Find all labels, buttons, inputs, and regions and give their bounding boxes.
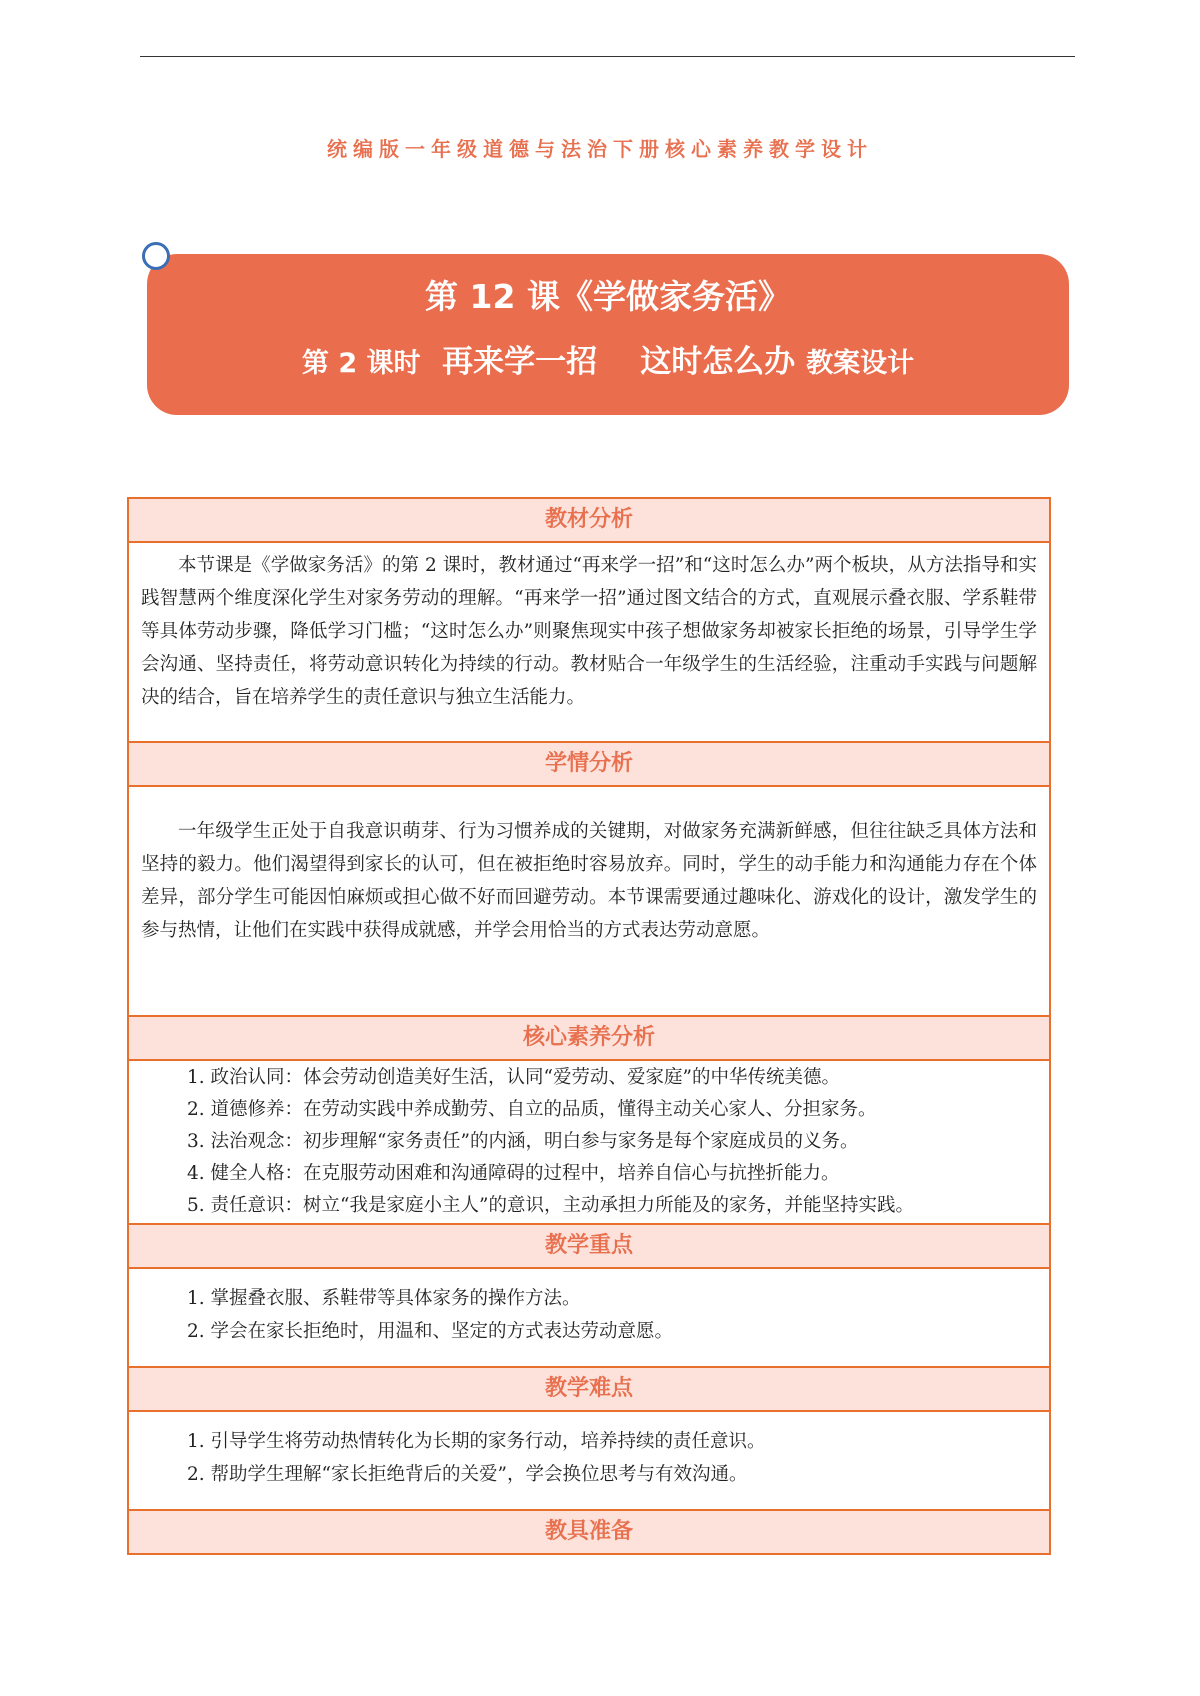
list-item: 4. 健全人格：在克服劳动困难和沟通障碍的过程中，培养自信心与抗挫折能力。 (187, 1163, 840, 1184)
difficulties-body (129, 1412, 1049, 1511)
student-analysis-heading: 学情分析 (129, 743, 1049, 787)
difficulties-list (141, 1425, 1037, 1491)
list-item: 5. 责任意识：树立“我是家庭小主人”的意识，主动承担力所能及的家务，并能坚持实践。 (187, 1195, 914, 1216)
banner-dot-icon (142, 242, 170, 270)
key-points-body (129, 1269, 1049, 1368)
list-item: 3. 法治观念：初步理解“家务责任”的内涵，明白参与家务是每个家庭成员的义务。 (187, 1131, 859, 1152)
lesson-title: 第 12 课《学做家务活》 (425, 277, 791, 316)
textbook-analysis-body (129, 543, 1049, 743)
series-title: 统编版一年级道德与法治下册核心素养教学设计 (327, 137, 873, 161)
lesson-plan-label: 教案设计 (806, 348, 915, 379)
textbook-analysis-heading: 教材分析 (129, 499, 1049, 543)
lesson-subtitle (147, 342, 1069, 384)
list-item: 2. 学会在家长拒绝时，用温和、坚定的方式表达劳动意愿。 (187, 1321, 674, 1342)
lesson-period: 第 2 课时 (301, 348, 421, 379)
difficulties-heading: 教学难点 (129, 1368, 1049, 1412)
list-item: 2. 道德修养：在劳动实践中养成勤劳、自立的品质，懂得主动关心家人、分担家务。 (187, 1099, 877, 1120)
materials-heading: 教具准备 (129, 1511, 1049, 1553)
core-literacy-body (129, 1061, 1049, 1225)
key-points-list (141, 1282, 1037, 1348)
list-item: 1. 引导学生将劳动热情转化为长期的家务行动，培养持续的责任意识。 (187, 1431, 766, 1452)
list-item: 2. 帮助学生理解“家长拒绝背后的关爱”，学会换位思考与有效沟通。 (187, 1464, 748, 1485)
textbook-analysis-text: 本节课是《学做家务活》的第 2 课时，教材通过“再来学一招”和“这时怎么办”两个板块，从方法指导和实践智慧两个维度深化学生对家务劳动的理解。“再来学一招”通过图文结合的方式，直观展示叠衣服、学系鞋带等具体劳动步骤，降低学习门槛；“这时怎么办”则聚焦现实中孩子想做家务却被家长拒绝的场景，引导学生学会沟通、坚持责任，将劳动意识转化为持续的行动。教材贴合一年级学生的生活经验，注重动手实践与问题解决的结合，旨在培养学生的责任意识与独立生活能力。 (141, 555, 1037, 708)
list-item: 1. 政治认同：体会劳动创造美好生活，认同“爱劳动、爱家庭”的中华传统美德。 (187, 1067, 840, 1088)
student-analysis-text: 一年级学生正处于自我意识萌芽、行为习惯养成的关键期，对做家务充满新鲜感，但往往缺乏具体方法和坚持的毅力。他们渴望得到家长的认可，但在被拒绝时容易放弃。同时，学生的动手能力和沟通能力存在个体差异，部分学生可能因怕麻烦或担心做不好而回避劳动。本节课需要通过趣味化、游戏化的设计，激发学生的参与热情，让他们在实践中获得成就感，并学会用恰当的方式表达劳动意愿。 (141, 821, 1037, 941)
key-points-heading: 教学重点 (129, 1225, 1049, 1269)
lesson-banner (147, 254, 1069, 415)
list-item: 1. 掌握叠衣服、系鞋带等具体家务的操作方法。 (187, 1288, 581, 1309)
lesson-topics: 再来学一招 这时怎么办 (442, 344, 796, 380)
lesson-plan-table (127, 497, 1051, 1555)
student-analysis-body (129, 787, 1049, 1017)
header-rule (140, 56, 1075, 57)
core-literacy-list (141, 1062, 1037, 1222)
core-literacy-heading: 核心素养分析 (129, 1017, 1049, 1061)
